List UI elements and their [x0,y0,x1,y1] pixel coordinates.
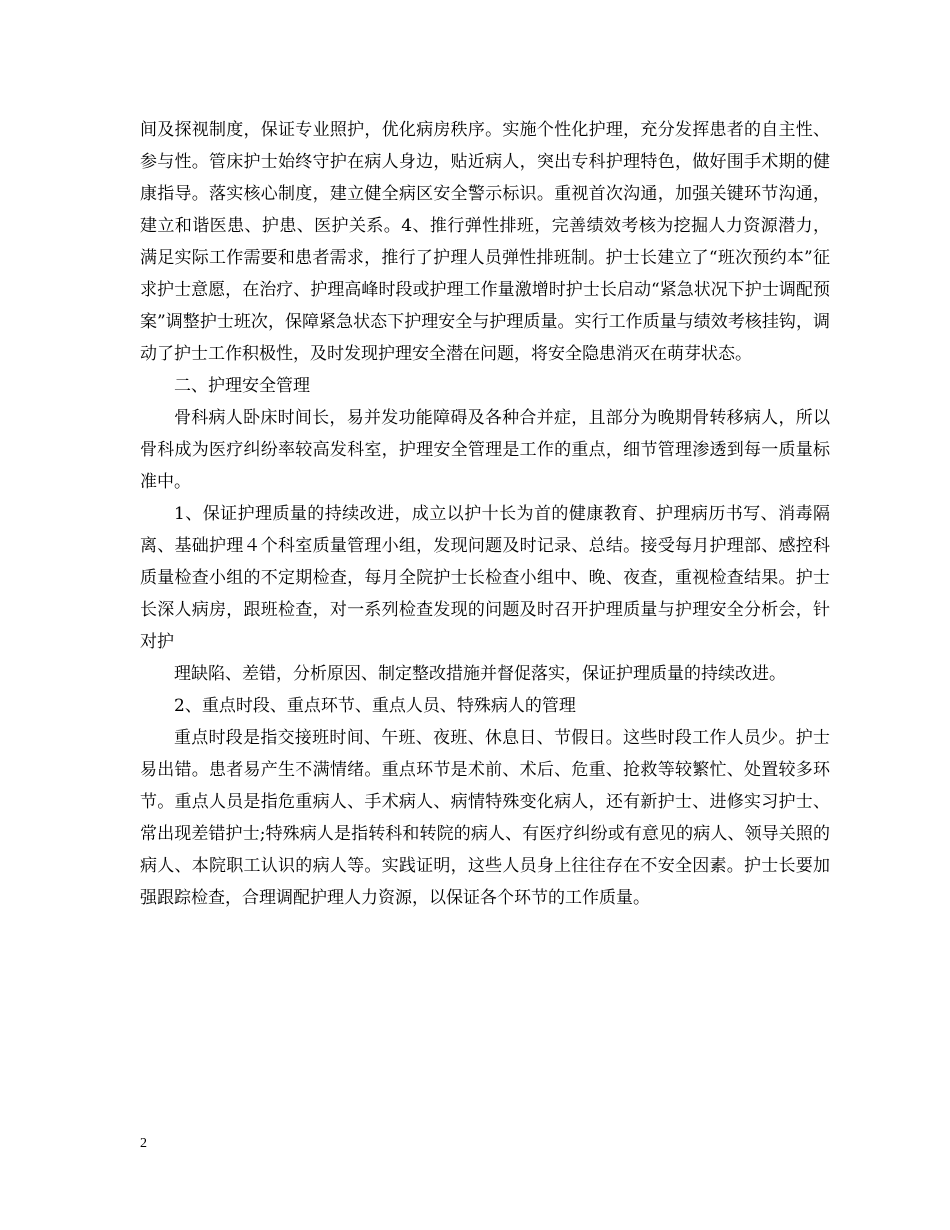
paragraph-continuation: 间及探视制度，保证专业照护，优化病房秩序。实施个性化护理，充分发挥患者的自主性、参与性。管床护士始终守护在病人身边，贴近病人，突出专科护理特色，做好围手术期的健康指导。落实核心制度，建立健全病区安全警示标识。重视首次沟通，加强关键环节沟通，建立和谐医患、护患、医护关系。4、推行弹性排班，完善绩效考核为挖掘人力资源潜力，满足实际工作需要和患者需求，推行了护理人员弹性排班制。护士长建立了“班次预约本”征求护士意愿，在治疗、护理高峰时段或护理工作量激增时护士长启动“紧急状况下护士调配预案”调整护士班次，保障紧急状态下护理安全与护理质量。实行工作质量与绩效考核挂钩，调动了护士工作积极性，及时发现护理安全潜在问题，将安全隐患消灭在萌芽状态。 [140,120,830,364]
section-heading-nursing-safety: 二、护理安全管理 [174,376,310,396]
paragraph-orthopedic-patients: 骨科病人卧床时间长，易并发功能障碍及各种合并症，且部分为晚期骨转移病人，所以骨科成为医疗纠纷率较高发科室，护理安全管理是工作的重点，细节管理渗透到每一质量标准中。 [140,408,830,492]
paragraph-key-periods: 重点时段是指交接班时间、午班、夜班、休息日、节假日。这些时段工作人员少。护士易出错。患者易产生不满情绪。重点环节是术前、术后、危重、抢救等较繁忙、处置较多环节。重点人员是指危重病人、手术病人、病情特殊变化病人，还有新护士、进修实习护士、常出现差错护士;特殊病人是指转科和转院的病人、有医疗纠纷或有意见的病人、领导关照的病人、本院职工认识的病人等。实践证明，这些人员身上往往存在不安全因素。护士长要加强跟踪检查，合理调配护理人力资源，以保证各个环节的工作质量。 [140,728,830,908]
page-number: 2 [140,1136,147,1151]
subheading-key-management: 2、重点时段、重点环节、重点人员、特殊病人的管理 [174,696,576,716]
document-body [140,114,830,914]
paragraph-quality-improvement: 1、保证护理质量的持续改进，成立以护十长为首的健康教育、护理病历书写、消毒隔离、基础护理４个科室质量管理小组，发现问题及时记录、总结。接受每月护理部、感控科质量检查小组的不定期检查，每月全院护士长检查小组中、晚、夜查，重视检查结果。护士长深人病房，跟班检查，对一系列检查发现的问题及时召开护理质量与护理安全分析会，针对护 [140,504,830,652]
paragraph-defect-analysis: 理缺陷、差错，分析原因、制定整改措施并督促落实，保证护理质量的持续改进。 [174,664,786,684]
